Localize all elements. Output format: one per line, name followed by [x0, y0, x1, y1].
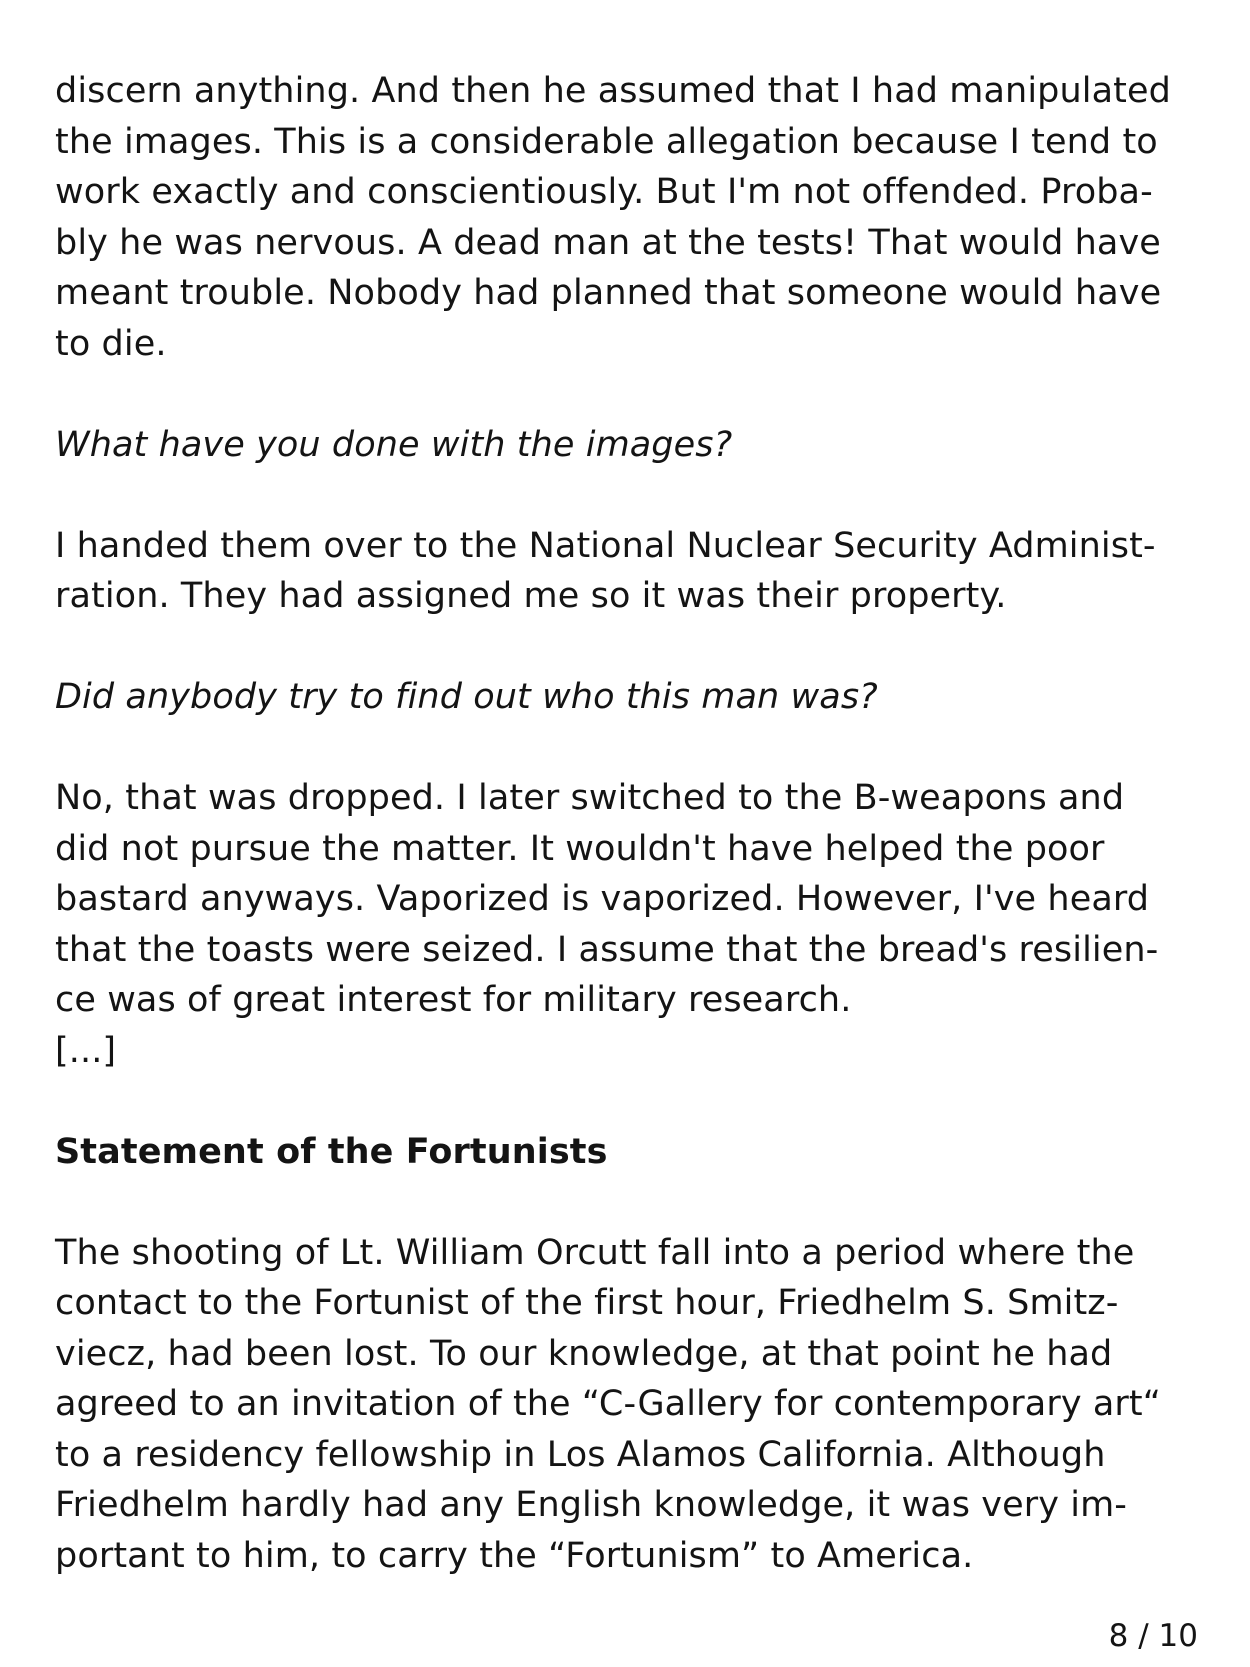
paragraph-gap: [55, 369, 1205, 420]
paragraph-interview-answer-3: [55, 773, 1205, 1076]
text-line: did not pursue the matter. It wouldn't have helped the poor: [55, 828, 1105, 869]
interview-question-1: [55, 420, 1205, 471]
interview-question-2: [55, 672, 1205, 723]
heading-text: Statement of the Fortunists: [55, 1131, 608, 1172]
text-line: to a residency fellowship in Los Alamos California. Although: [55, 1434, 1106, 1475]
text-line: that the toasts were seized. I assume that the bread's resilien-: [55, 929, 1159, 970]
text-line: viecz, had been lost. To our knowledge, at that point he had: [55, 1333, 1113, 1374]
paragraph-gap: [55, 470, 1205, 521]
text-line: [...]: [55, 1030, 117, 1071]
text-line: The shooting of Lt. William Orcutt fall into a period where the: [55, 1232, 1135, 1273]
text-line: I handed them over to the National Nuclear Security Administ-: [55, 525, 1156, 566]
paragraph-gap: [55, 1076, 1205, 1127]
text-line: bly he was nervous. A dead man at the tests! That would have: [55, 222, 1161, 263]
text-line: What have you done with the images?: [55, 424, 733, 465]
text-line: discern anything. And then he assumed that I had manipulated: [55, 71, 1171, 111]
text-line: to die.: [55, 323, 167, 364]
paragraph-gap: [55, 723, 1205, 774]
document-body: [55, 66, 1205, 1581]
page-number: 8 / 10: [1108, 1618, 1198, 1654]
paragraph-interview-answer-1: [55, 66, 1205, 369]
text-line: work exactly and conscientiously. But I'm not offended. Proba-: [55, 172, 1153, 212]
text-line: Did anybody try to find out who this man was?: [55, 677, 878, 717]
paragraph-gap: [55, 1177, 1205, 1228]
paragraph-interview-answer-2: [55, 521, 1205, 622]
paragraph-gap: [55, 622, 1205, 673]
text-line: bastard anyways. Vaporized is vaporized. However, I've heard: [55, 879, 1150, 919]
text-line: ration. They had assigned me so it was their property.: [55, 576, 1007, 616]
text-line: the images. This is a considerable allegation because I tend to: [55, 121, 1158, 162]
text-line: meant trouble. Nobody had planned that someone would have: [55, 273, 1162, 313]
text-line: No, that was dropped. I later switched to the B-weapons and: [55, 778, 1125, 818]
section-heading: [55, 1127, 1205, 1178]
text-line: Friedhelm hardly had any English knowledge, it was very im-: [55, 1485, 1128, 1525]
text-line: ce was of great interest for military research.: [55, 980, 852, 1020]
paragraph-statement: [55, 1228, 1205, 1582]
text-line: portant to him, to carry the “Fortunism” to America.: [55, 1535, 974, 1576]
text-line: contact to the Fortunist of the first hour, Friedhelm S. Smitz-: [55, 1283, 1119, 1323]
text-line: agreed to an invitation of the “C-Gallery for contemporary art“: [55, 1384, 1161, 1424]
